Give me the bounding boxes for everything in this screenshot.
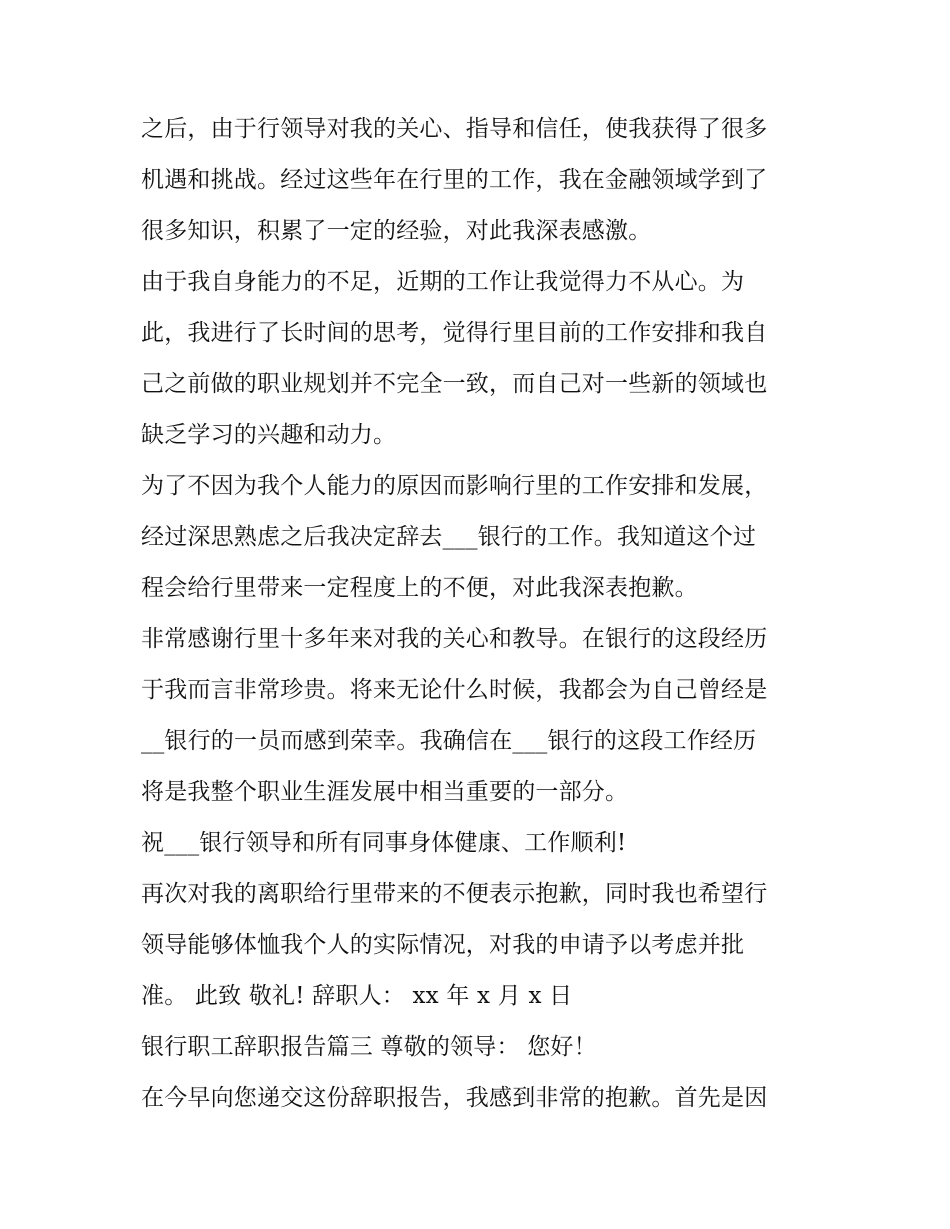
text-line: 程会给行里带来一定程度上的不便，对此我深表抱歉。 bbox=[141, 575, 698, 601]
text-line: 祝___银行领导和所有同事身体健康、工作顺利! bbox=[141, 830, 627, 856]
text-line: 此，我进行了长时间的思考，觉得行里目前的工作安排和我自 bbox=[141, 320, 768, 346]
text-line: __银行的一员而感到荣幸。我确信在___银行的这段工作经历 bbox=[141, 728, 757, 754]
text-line: 再次对我的离职给行里带来的不便表示抱歉，同时我也希望行 bbox=[141, 881, 768, 907]
text-line: 在今早向您递交这份辞职报告，我感到非常的抱歉。首先是因 bbox=[141, 1085, 768, 1111]
text-line: 由于我自身能力的不足，近期的工作让我觉得力不从心。为 bbox=[141, 269, 745, 295]
text-line: 之后，由于行领导对我的关心、指导和信任，使我获得了很多 bbox=[141, 116, 768, 142]
text-line: 银行职工辞职报告篇三 尊敬的领导： 您好！ bbox=[141, 1034, 597, 1060]
document-body bbox=[141, 104, 821, 1124]
text-line: 为了不因为我个人能力的原因而影响行里的工作安排和发展， bbox=[141, 473, 768, 499]
text-line: 于我而言非常珍贵。将来无论什么时候，我都会为自己曾经是 bbox=[141, 677, 768, 703]
text-line: 经过深思熟虑之后我决定辞去___银行的工作。我知道这个过 bbox=[141, 524, 757, 550]
text-line: 领导能够体恤我个人的实际情况，对我的申请予以考虑并批 bbox=[141, 932, 745, 958]
text-line: 很多知识，积累了一定的经验，对此我深表感激。 bbox=[141, 218, 652, 244]
text-line: 缺乏学习的兴趣和动力。 bbox=[141, 422, 397, 448]
text-line: 机遇和挑战。经过这些年在行里的工作，我在金融领域学到了 bbox=[141, 167, 768, 193]
text-line: 己之前做的职业规划并不完全一致，而自己对一些新的领域也 bbox=[141, 371, 768, 397]
text-line: 准。 此致 敬礼! 辞职人： xx 年 x 月 x 日 bbox=[141, 983, 573, 1009]
text-line: 将是我整个职业生涯发展中相当重要的一部分。 bbox=[141, 779, 629, 805]
text-line: 非常感谢行里十多年来对我的关心和教导。在银行的这段经历 bbox=[141, 626, 768, 652]
